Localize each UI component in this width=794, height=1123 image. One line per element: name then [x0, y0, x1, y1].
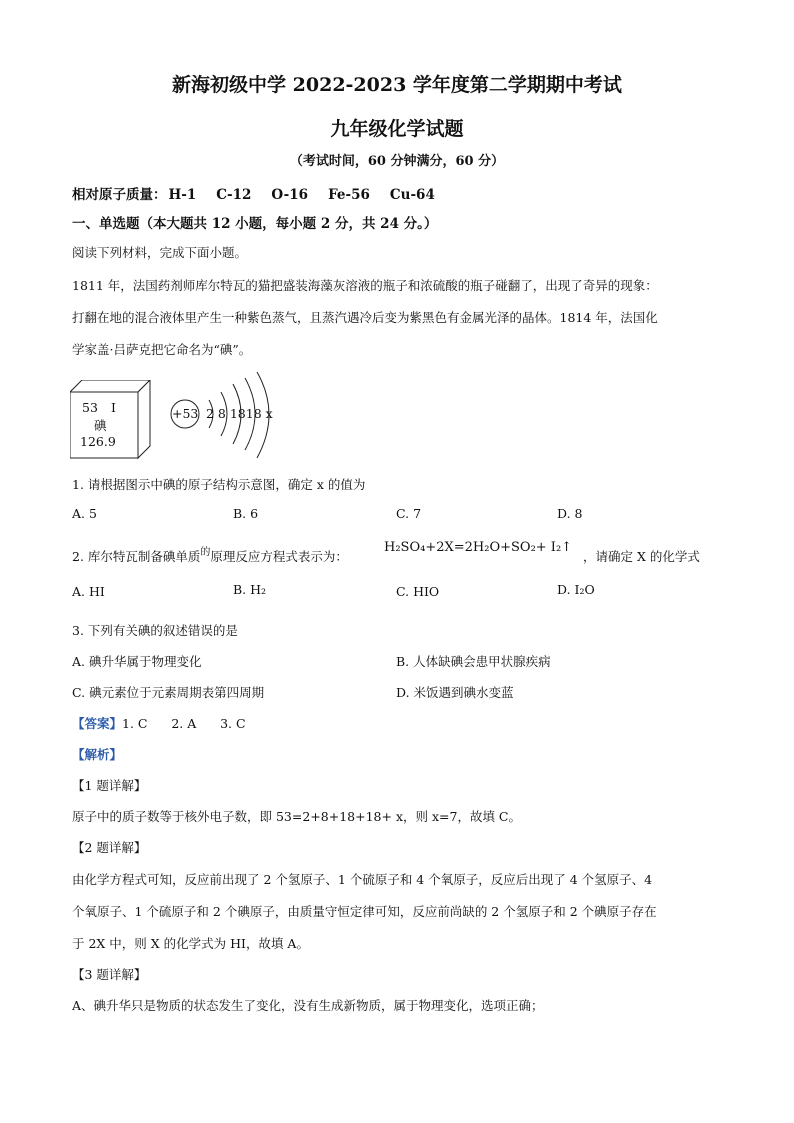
question-3-stem: 3. 下列有关碘的叙述错误的是 [72, 623, 238, 638]
q3-option-c: C. 碘元素位于元素周期表第四周期 [72, 685, 265, 700]
q1-option-d: D. 8 [557, 506, 583, 521]
q2-option-c: C. HIO [396, 584, 440, 599]
analysis-label: 【解析】 [72, 747, 123, 762]
q3-option-d: D. 米饭遇到碘水变蓝 [396, 685, 514, 700]
exam-title: 新海初级中学 2022-2023 学年度第二学期期中考试 [172, 74, 622, 96]
passage-line: 打翻在地的混合液体里产生一种紫色蒸气，且蒸汽遇冷后变为紫黑色有金属光泽的晶体。1814 年，法国化 [72, 310, 658, 325]
atomic-mass-item: Fe-56 [328, 187, 370, 203]
atomic-mass-item: Cu-64 [389, 187, 435, 203]
q3-option-b: B. 人体缺碘会患甲状腺疾病 [396, 654, 551, 669]
atomic-mass-label: 相对原子质量： [72, 187, 167, 203]
answer-line [72, 714, 246, 732]
detail-2-line: 个氧原子、1 个硫原子和 2 个碘原子，由质量守恒定律可知，反应前尚缺的 2 个氢原子和 2 个碘原子存在 [72, 904, 657, 919]
q2-stem-mid: 原理反应方程式表示为： [210, 549, 348, 564]
element-number: 53 [82, 400, 98, 415]
q2-stem-start: 2. 库尔特瓦制备碘单质 [72, 549, 201, 564]
atomic-mass-line [72, 183, 455, 203]
reading-intro: 阅读下列材料，完成下面小题。 [72, 245, 248, 260]
q3-option-a: A. 碘升华属于物理变化 [72, 654, 202, 669]
q2-stem-end: ，请确定 X 的化学式 [583, 549, 700, 564]
question-1-stem: 1. 请根据图示中碘的原子结构示意图，确定 x 的值为 [72, 477, 366, 492]
question-2-stem [72, 547, 348, 565]
nucleus-charge: +53 [172, 406, 199, 421]
q2-option-d: D. I₂O [557, 582, 595, 597]
section-heading: 一、单选题（本大题共 12 小题，每小题 2 分，共 24 分。） [72, 216, 438, 232]
reaction-equation: H₂SO₄+2X=2H₂O+SO₂+ I₂↑ [384, 540, 573, 555]
exam-info: （考试时间，60 分钟满分，60 分） [289, 154, 505, 169]
answer-text: 1. C 2. A 3. C [122, 716, 246, 731]
atomic-mass-item: H-1 [168, 187, 197, 203]
atomic-mass-item: O-16 [271, 187, 309, 203]
element-name: 碘 [94, 418, 107, 433]
electron-shells: 2 8 1818 x [206, 406, 273, 421]
detail-1-text: 原子中的质子数等于核外电子数，即 53=2+8+18+18+ x，则 x=7，故填 C。 [72, 809, 521, 824]
passage-line: 1811 年，法国药剂师库尔特瓦的猫把盛装海藻灰溶液的瓶子和浓硫酸的瓶子碰翻了，出现了奇异的现象： [72, 278, 658, 293]
detail-1-label: 【1 题详解】 [72, 778, 147, 793]
detail-3-label: 【3 题详解】 [72, 967, 147, 982]
detail-3-line: A、碘升华只是物质的状态发生了变化，没有生成新物质，属于物理变化，选项正确； [72, 998, 544, 1013]
q1-option-c: C. 7 [396, 506, 422, 521]
answer-label: 【答案】 [72, 716, 123, 731]
q1-option-a: A. 5 [72, 506, 97, 521]
q1-option-b: B. 6 [233, 506, 259, 521]
passage-line: 学家盖·吕萨克把它命名为“碘”。 [72, 342, 252, 357]
detail-2-line: 于 2X 中，则 X 的化学式为 HI，故填 A。 [72, 936, 309, 951]
q2-option-b: B. H₂ [233, 582, 267, 597]
element-mass: 126.9 [80, 434, 116, 449]
q2-stem-de: 的 [200, 547, 211, 558]
atomic-mass-item: C-12 [216, 187, 252, 203]
q2-option-a: A. HI [72, 584, 105, 599]
exam-subject-title: 九年级化学试题 [330, 118, 464, 140]
detail-2-label: 【2 题详解】 [72, 840, 147, 855]
element-symbol: I [111, 400, 116, 415]
detail-2-line: 由化学方程式可知，反应前出现了 2 个氢原子、1 个硫原子和 4 个氧原子，反应后出现了 4 个氢原子、4 [72, 872, 653, 887]
